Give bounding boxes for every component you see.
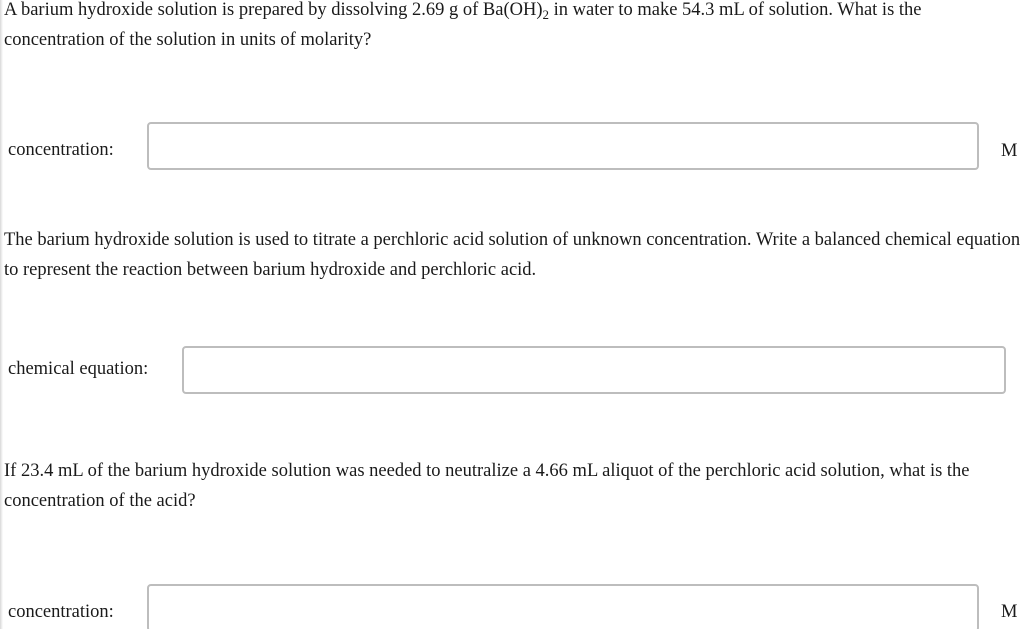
concentration-input-1[interactable] bbox=[147, 122, 979, 170]
chemical-equation-input[interactable] bbox=[182, 346, 1006, 394]
concentration-input-2[interactable] bbox=[147, 584, 979, 629]
question-1-text bbox=[4, 0, 1014, 55]
molarity-unit-1: M bbox=[1001, 141, 1018, 161]
question-1-subscript: 2 bbox=[542, 7, 549, 22]
concentration-label-1: concentration: bbox=[8, 140, 114, 160]
question-1-text-after: in water to make 54.3 mL of solution. What is the concentration of the solution in units of molarity? bbox=[4, 0, 922, 50]
chemical-equation-label: chemical equation: bbox=[8, 359, 149, 379]
page-edge-shadow bbox=[0, 0, 3, 629]
question-3-text: If 23.4 mL of the barium hydroxide solution was needed to neutralize a 4.66 mL aliquot of the perchloric acid solution, what is the concentration of the acid? bbox=[4, 461, 970, 511]
molarity-unit-2: M bbox=[1001, 602, 1018, 622]
concentration-label-2: concentration: bbox=[8, 602, 114, 622]
question-2-text: The barium hydroxide solution is used to titrate a perchloric acid solution of unknown concentration. Write a balanced chemical equation to represent the reaction between barium hydroxide and perchloric acid. bbox=[4, 230, 1021, 280]
question-1-text-before: A barium hydroxide solution is prepared by dissolving 2.69 g of Ba(OH) bbox=[4, 0, 543, 20]
